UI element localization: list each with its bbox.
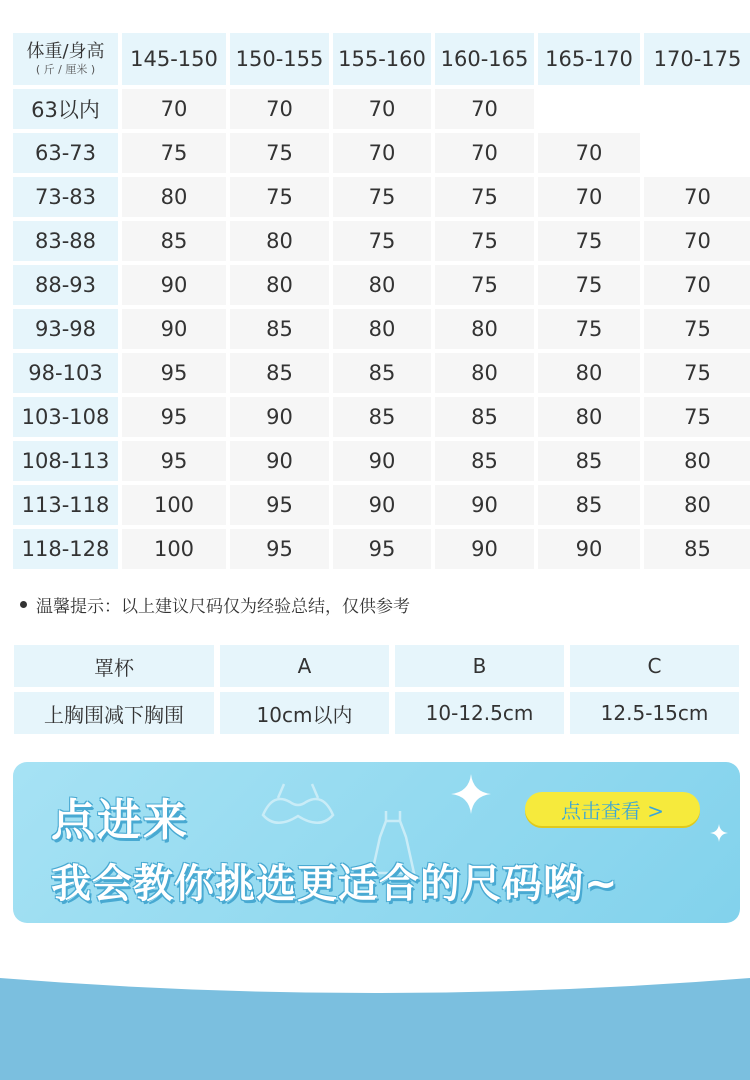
weight-range-cell: 118-128 — [13, 529, 118, 569]
size-value-cell: 70 — [230, 89, 329, 129]
size-value-cell: 80 — [644, 485, 750, 525]
banner-subline: 我会教你挑选更适合的尺码哟~ — [51, 861, 619, 907]
size-value-cell: 70 — [333, 89, 431, 129]
size-value-cell: 85 — [230, 309, 329, 349]
height-header: 170-175 — [644, 33, 750, 85]
size-value-cell: 90 — [435, 485, 534, 525]
size-value-cell: 80 — [435, 353, 534, 393]
size-value-cell: 75 — [644, 397, 750, 437]
cup-row-label: 上胸围减下胸围 — [14, 692, 214, 734]
cup-value-c: 12.5-15cm — [570, 692, 739, 734]
corner-header-unit: ( 斤 / 厘米 ) — [35, 63, 96, 77]
size-value-cell: 90 — [333, 485, 431, 525]
size-value-cell: 75 — [644, 309, 750, 349]
size-value-cell: 75 — [435, 265, 534, 305]
size-value-cell: 90 — [333, 441, 431, 481]
size-value-cell: 75 — [435, 221, 534, 261]
size-value-cell: 80 — [538, 353, 640, 393]
corner-header — [13, 33, 118, 85]
size-value-cell: 90 — [230, 397, 329, 437]
bra-outline-icon — [258, 780, 338, 840]
height-header: 145-150 — [122, 33, 226, 85]
size-value-cell — [644, 133, 750, 173]
size-value-cell: 70 — [644, 177, 750, 217]
size-value-cell: 80 — [333, 265, 431, 305]
size-value-cell: 80 — [435, 309, 534, 349]
cup-header-b: B — [395, 645, 564, 687]
cup-size-table — [14, 645, 739, 739]
size-value-cell: 75 — [230, 133, 329, 173]
size-value-cell: 85 — [435, 397, 534, 437]
size-value-cell: 85 — [644, 529, 750, 569]
size-value-cell: 85 — [333, 353, 431, 393]
tip-text: 温馨提示：以上建议尺码仅为经验总结，仅供参考 — [36, 597, 410, 617]
size-value-cell: 80 — [644, 441, 750, 481]
size-chart-row — [13, 397, 750, 437]
weight-range-cell: 73-83 — [13, 177, 118, 217]
weight-range-cell: 113-118 — [13, 485, 118, 525]
size-value-cell: 90 — [230, 441, 329, 481]
size-value-cell: 70 — [644, 221, 750, 261]
sparkle-icon — [451, 774, 491, 814]
weight-range-cell: 88-93 — [13, 265, 118, 305]
size-value-cell: 70 — [435, 89, 534, 129]
size-value-cell: 90 — [122, 265, 226, 305]
size-value-cell: 95 — [122, 353, 226, 393]
size-value-cell: 95 — [333, 529, 431, 569]
size-value-cell — [538, 89, 640, 129]
weight-range-cell: 108-113 — [13, 441, 118, 481]
cup-value-a: 10cm以内 — [220, 692, 389, 734]
size-value-cell: 80 — [538, 397, 640, 437]
size-value-cell: 70 — [333, 133, 431, 173]
size-chart-row — [13, 265, 750, 305]
size-value-cell: 75 — [333, 221, 431, 261]
size-value-cell: 70 — [644, 265, 750, 305]
size-chart-row — [13, 221, 750, 261]
size-value-cell: 75 — [435, 177, 534, 217]
weight-range-cell: 63以内 — [13, 89, 118, 129]
bullet-dot-icon — [20, 601, 27, 608]
size-value-cell: 100 — [122, 529, 226, 569]
bottom-wave-decoration — [0, 970, 750, 1080]
cup-header-c: C — [570, 645, 739, 687]
size-chart-row — [13, 441, 750, 481]
cup-value-b: 10-12.5cm — [395, 692, 564, 734]
banner-headline: 点进来 — [51, 795, 189, 846]
cup-value-row — [14, 692, 739, 734]
cup-header-row — [14, 645, 739, 687]
size-value-cell: 75 — [538, 221, 640, 261]
size-value-cell: 75 — [538, 309, 640, 349]
size-value-cell: 80 — [333, 309, 431, 349]
size-value-cell: 90 — [538, 529, 640, 569]
height-header: 165-170 — [538, 33, 640, 85]
weight-range-cell: 98-103 — [13, 353, 118, 393]
size-chart-row — [13, 309, 750, 349]
size-value-cell: 75 — [122, 133, 226, 173]
size-chart-row — [13, 177, 750, 217]
size-value-cell: 95 — [122, 397, 226, 437]
size-value-cell: 80 — [230, 265, 329, 305]
size-value-cell: 80 — [230, 221, 329, 261]
size-value-cell: 70 — [538, 177, 640, 217]
size-value-cell: 95 — [230, 485, 329, 525]
height-header: 160-165 — [435, 33, 534, 85]
weight-range-cell: 63-73 — [13, 133, 118, 173]
size-value-cell: 85 — [538, 485, 640, 525]
size-chart-header-row — [13, 33, 750, 85]
size-value-cell: 80 — [122, 177, 226, 217]
height-header: 155-160 — [333, 33, 431, 85]
size-value-cell: 75 — [333, 177, 431, 217]
size-value-cell: 85 — [230, 353, 329, 393]
size-value-cell: 85 — [333, 397, 431, 437]
size-value-cell: 75 — [538, 265, 640, 305]
size-value-cell: 70 — [435, 133, 534, 173]
corner-header-label: 体重/身高 — [26, 40, 105, 62]
size-chart-row — [13, 89, 750, 129]
size-chart-table — [13, 33, 750, 573]
size-chart-row — [13, 485, 750, 525]
view-details-button[interactable]: 点击查看 > — [525, 792, 700, 826]
size-value-cell — [644, 89, 750, 129]
weight-range-cell: 103-108 — [13, 397, 118, 437]
size-value-cell: 85 — [435, 441, 534, 481]
weight-range-cell: 83-88 — [13, 221, 118, 261]
size-value-cell: 85 — [122, 221, 226, 261]
height-header: 150-155 — [230, 33, 329, 85]
cup-header-a: A — [220, 645, 389, 687]
tip-note — [20, 592, 410, 617]
size-guide-banner[interactable] — [13, 762, 740, 923]
size-chart-row — [13, 529, 750, 569]
size-value-cell: 100 — [122, 485, 226, 525]
size-value-cell: 75 — [644, 353, 750, 393]
size-value-cell: 90 — [435, 529, 534, 569]
size-value-cell: 70 — [122, 89, 226, 129]
size-value-cell: 75 — [230, 177, 329, 217]
size-value-cell: 70 — [538, 133, 640, 173]
size-value-cell: 90 — [122, 309, 226, 349]
weight-range-cell: 93-98 — [13, 309, 118, 349]
size-value-cell: 95 — [122, 441, 226, 481]
size-chart-row — [13, 133, 750, 173]
size-chart-row — [13, 353, 750, 393]
size-value-cell: 85 — [538, 441, 640, 481]
sparkle-icon — [710, 824, 728, 842]
cup-header-label: 罩杯 — [14, 645, 214, 687]
size-value-cell: 95 — [230, 529, 329, 569]
